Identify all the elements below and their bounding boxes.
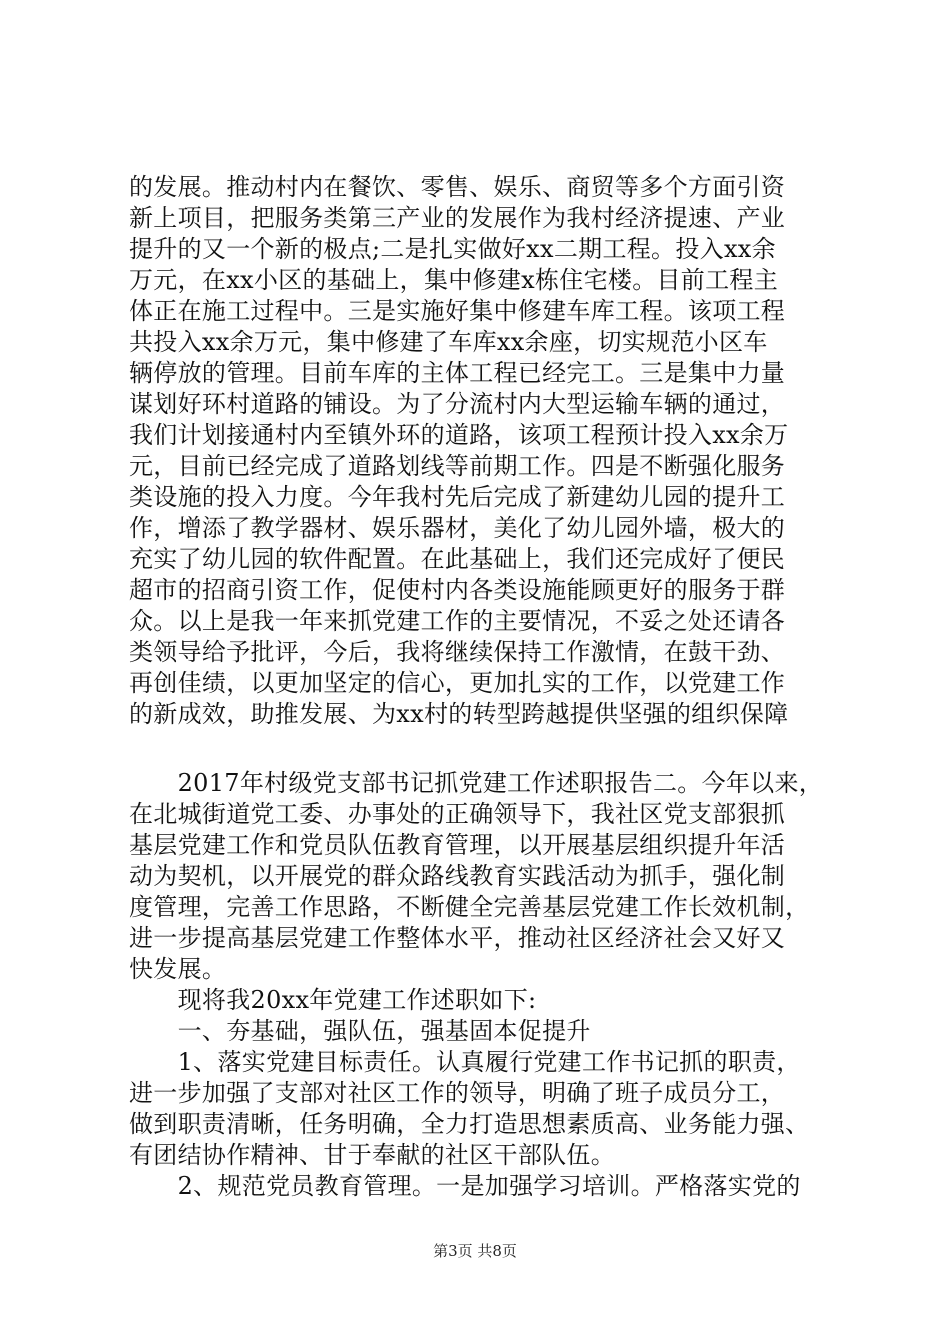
text-line: 一、夯基础，强队伍，强基固本促提升: [129, 1017, 591, 1045]
text-line: 提升的又一个新的极点;二是扎实做好xx二期工程。投入xx余: [129, 235, 776, 263]
text-line: 度管理，完善工作思路，不断健全完善基层党建工作长效机制，: [129, 893, 810, 921]
text-line: 动为契机，以开展党的群众路线教育实践活动为抓手，强化制: [129, 862, 786, 890]
paragraph-section-1: [129, 172, 829, 730]
text-line: 有团结协作精神、甘于奉献的社区干部队伍。: [129, 1141, 615, 1169]
text-line: 共投入xx余万元，集中修建了车库xx余座，切实规范小区车: [129, 328, 768, 356]
text-line: 现将我20xx年党建工作述职如下:: [129, 986, 537, 1014]
paragraph-section-2: [129, 768, 829, 1202]
document-body: [129, 172, 829, 1202]
text-line: 2、规范党员教育管理。一是加强学习培训。严格落实党的: [129, 1172, 801, 1200]
text-line: 进一步加强了支部对社区工作的领导，明确了班子成员分工，: [129, 1079, 786, 1107]
text-line: 辆停放的管理。目前车库的主体工程已经完工。三是集中力量: [129, 359, 786, 387]
paragraph-gap: [129, 730, 829, 768]
text-line: 谋划好环村道路的铺设。为了分流村内大型运输车辆的通过，: [129, 390, 786, 418]
text-line: 体正在施工过程中。三是实施好集中修建车库工程。该项工程: [129, 297, 786, 325]
text-line: 超市的招商引资工作，促使村内各类设施能顾更好的服务于群: [129, 576, 786, 604]
text-line: 1、落实党建目标责任。认真履行党建工作书记抓的职责，: [129, 1048, 801, 1076]
text-line: 作，增添了教学器材、娱乐器材，美化了幼儿园外墙，极大的: [129, 514, 786, 542]
text-line: 的发展。推动村内在餐饮、零售、娱乐、商贸等多个方面引资: [129, 173, 786, 201]
text-line: 我们计划接通村内至镇外环的道路，该项工程预计投入xx余万: [129, 421, 789, 449]
text-line: 的新成效，助推发展、为xx村的转型跨越提供坚强的组织保障: [129, 700, 789, 728]
text-line: 进一步提高基层党建工作整体水平，推动社区经济社会又好又: [129, 924, 786, 952]
text-line: 充实了幼儿园的软件配置。在此基础上，我们还完成好了便民: [129, 545, 786, 573]
text-line: 基层党建工作和党员队伍教育管理，以开展基层组织提升年活: [129, 831, 786, 859]
text-line: 再创佳绩，以更加坚定的信心，更加扎实的工作，以党建工作: [129, 669, 786, 697]
text-line: 类领导给予批评，今后，我将继续保持工作激情，在鼓干劲、: [129, 638, 786, 666]
text-line: 类设施的投入力度。今年我村先后完成了新建幼儿园的提升工: [129, 483, 786, 511]
page-number-footer: 第3页 共8页: [433, 1242, 517, 1260]
text-line: 快发展。: [129, 955, 227, 983]
text-line: 做到职责清晰，任务明确，全力打造思想素质高、业务能力强、: [129, 1110, 810, 1138]
text-line: 2017年村级党支部书记抓党建工作述职报告二。今年以来，: [129, 769, 824, 797]
text-line: 新上项目，把服务类第三产业的发展作为我村经济提速、产业: [129, 204, 786, 232]
text-line: 万元，在xx小区的基础上，集中修建x栋住宅楼。目前工程主: [129, 266, 779, 294]
text-line: 众。以上是我一年来抓党建工作的主要情况，不妥之处还请各: [129, 607, 786, 635]
text-line: 元，目前已经完成了道路划线等前期工作。四是不断强化服务: [129, 452, 786, 480]
text-line: 在北城街道党工委、办事处的正确领导下，我社区党支部狠抓: [129, 800, 786, 828]
